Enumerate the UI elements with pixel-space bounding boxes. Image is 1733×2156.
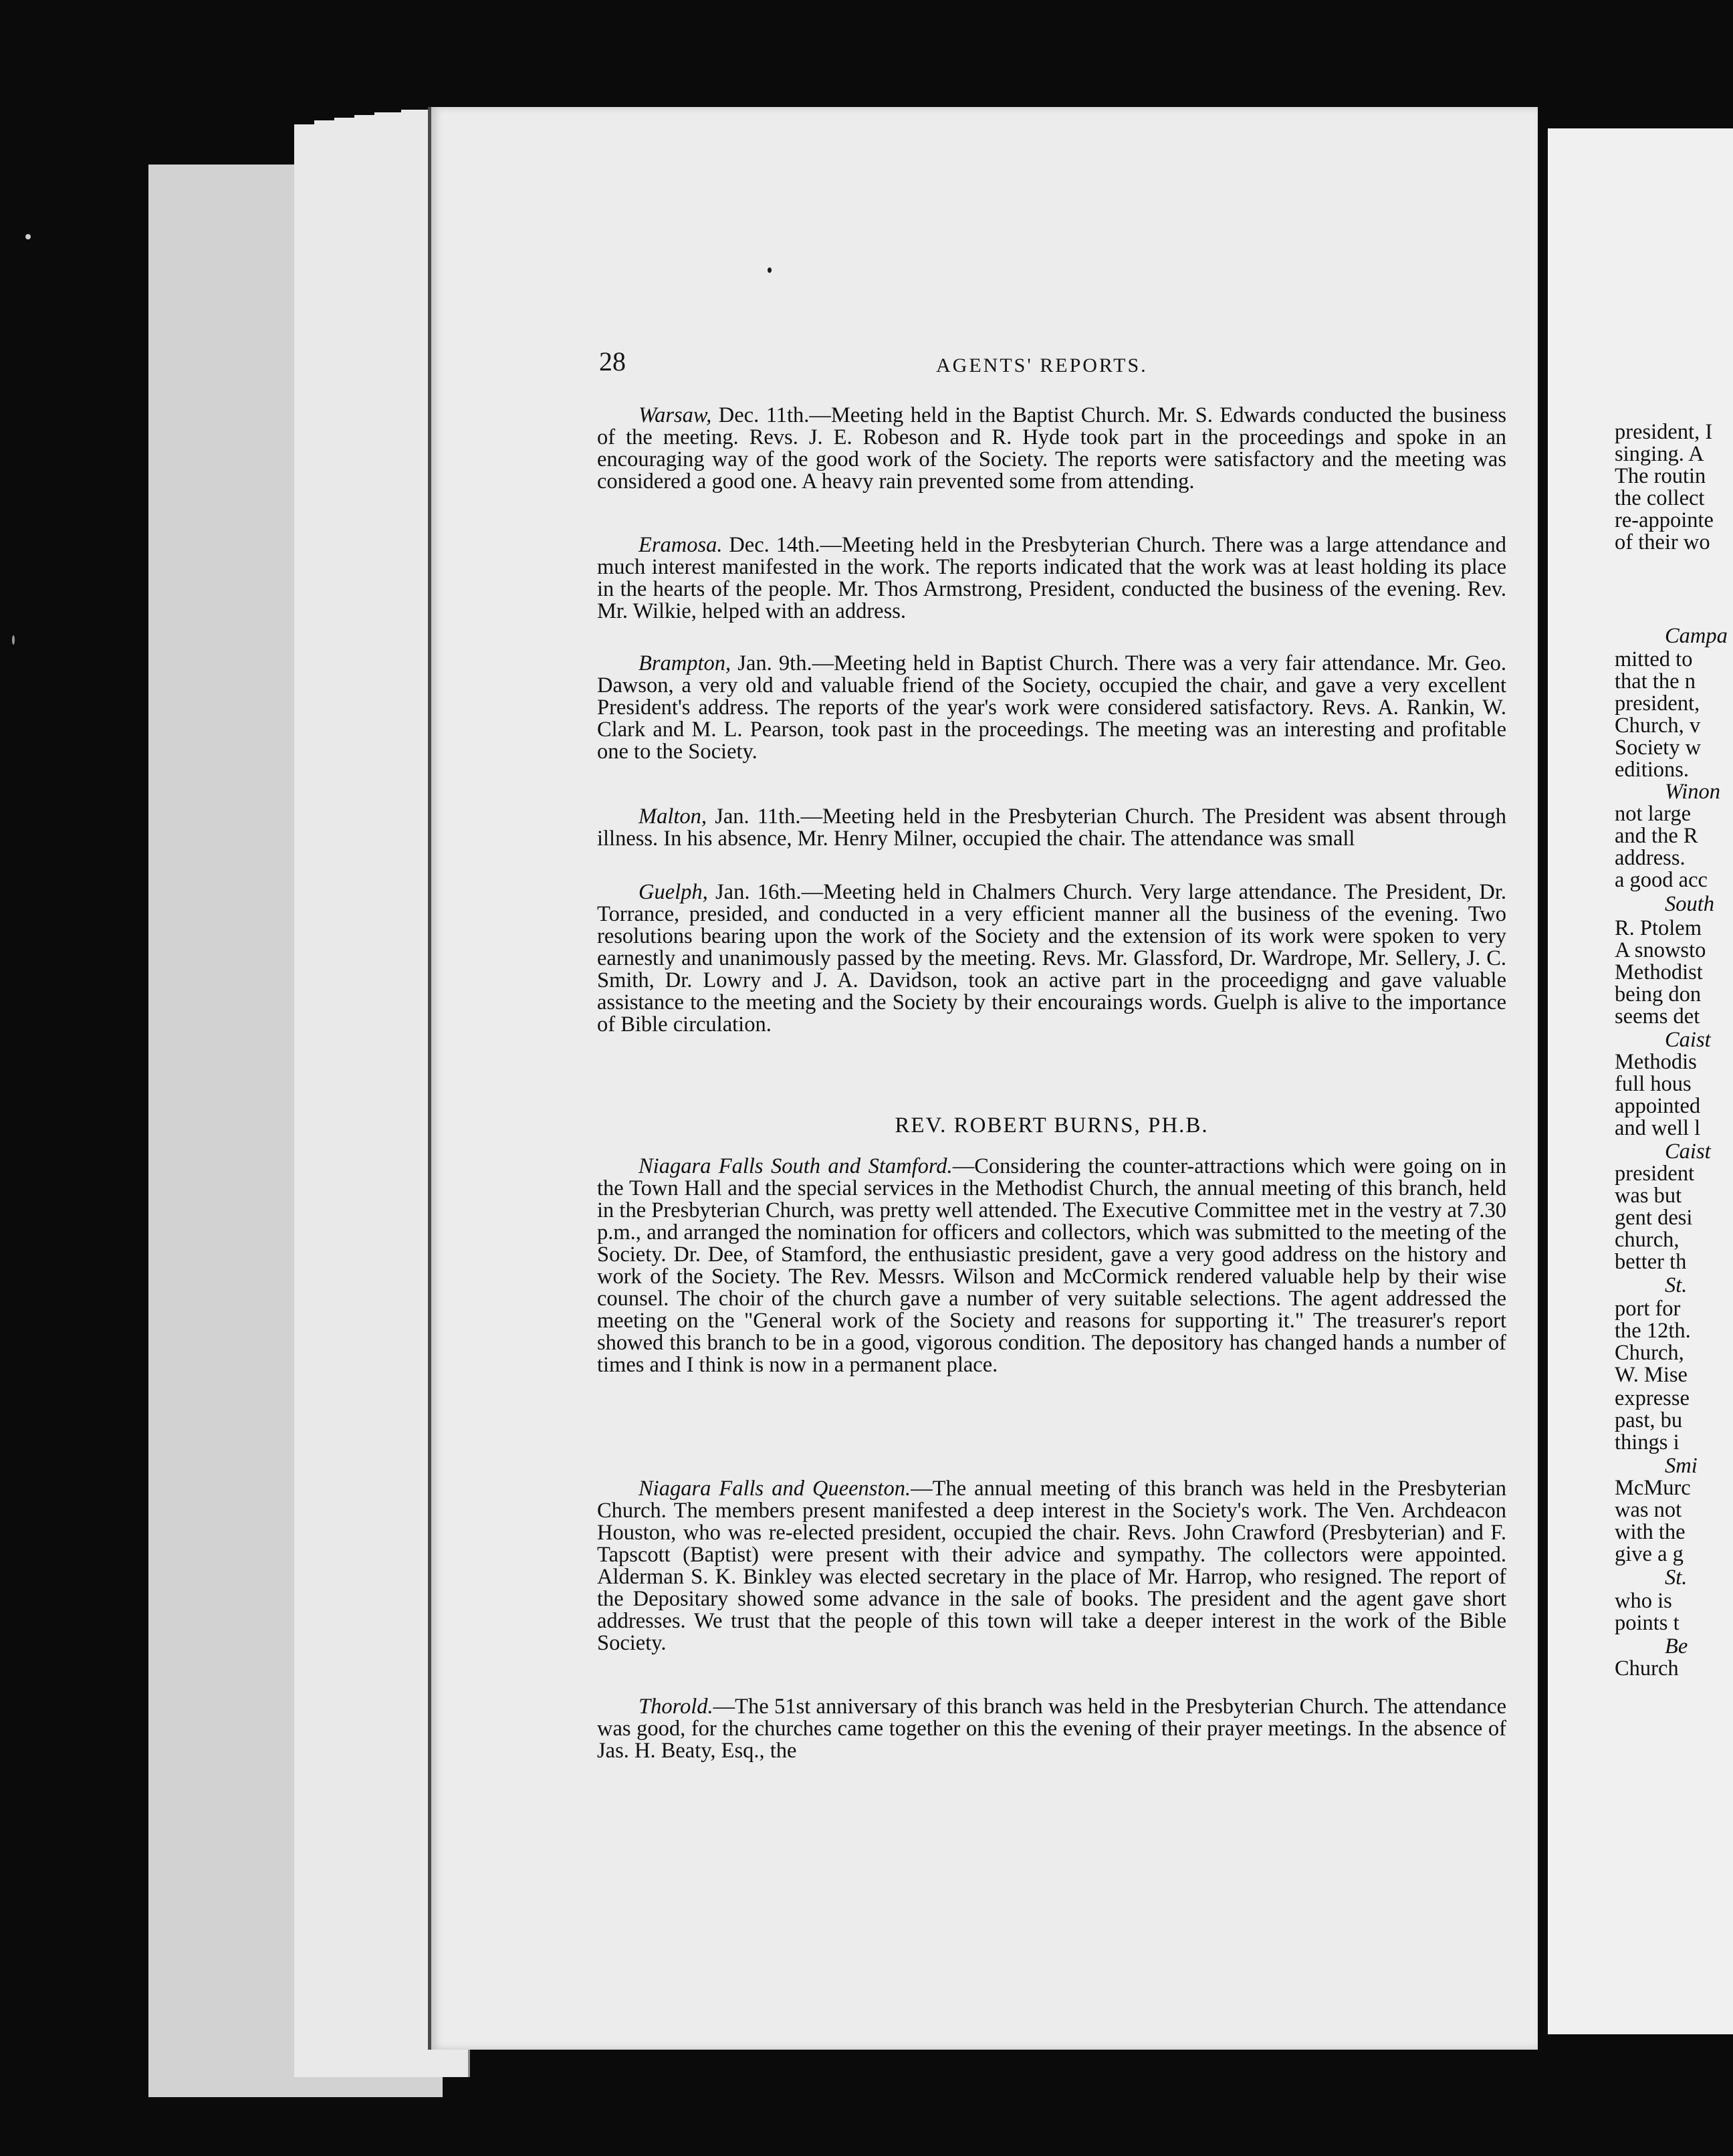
right-page-line: McMurc (1615, 1476, 1691, 1500)
right-page-line: past, bu (1615, 1408, 1683, 1432)
right-page-line: singing. A (1615, 442, 1704, 466)
right-page-line: a good acc (1615, 868, 1708, 892)
right-page-line: Church (1615, 1656, 1679, 1681)
right-page-line: R. Ptolem (1615, 916, 1702, 940)
right-page-line: editions. (1615, 758, 1690, 782)
report-text: —The annual meeting of this branch was held in the Presbyterian Church. The members present manifested a deep interest in the Society's work. The Ven. Archdeacon Houston, who was re-elected president, occupied the chair. Revs. John Crawford (Presbyterian) and F. Tapscott (Baptist) were present with their advice and sympathy. The collectors were appointed. Alderman S. K. Binkley was elected secretary in the place of Mr. Harrop, who resigned. The report of the Depositary showed some advance in the sale of books. The president and the agent gave short addresses. We trust that the people of this town will take a deeper interest in the work of the Bible Society. (597, 1477, 1506, 1655)
right-page-line: and well l (1615, 1116, 1701, 1140)
right-page-line: that the n (1615, 669, 1696, 693)
right-page-line: St. (1665, 1566, 1688, 1590)
right-page-line: gent desi (1615, 1206, 1693, 1230)
report-paragraph (597, 534, 1506, 623)
right-page-line: St. (1665, 1273, 1688, 1297)
place-name: Guelph, (639, 880, 708, 904)
branch-report-paragraph (597, 1478, 1506, 1654)
right-page-line: port for (1615, 1297, 1681, 1321)
report-text: —Considering the counter-attractions which were going on in the Town Hall and the special services in the Methodist Church, the annual meeting of this branch, held in the Presbyterian Church, was pretty well attended. The Executive Committee met in the vestry at 7.30 p.m., and arranged the nomination for officers and collectors, which was submitted to the meeting of the Society. Dr. Dee, of Stamford, the enthusiastic president, gave a very good address on the history and work of the Society. The Rev. Messrs. Wilson and McCormick rendered valuable help by their wise counsel. The choir of the church gave a number of very suitable selections. The agent addressed the meeting on the "General work of the Society and reasons for supporting it." The treasurer's report showed this branch to be in a good, vigorous condition. The depository has changed hands a number of times and I think is now in a permanent place. (597, 1154, 1507, 1377)
place-name: Warsaw, (639, 403, 712, 427)
speck (12, 635, 15, 645)
right-page-line: Church, v (1615, 714, 1701, 738)
right-page-line: re-appointe (1615, 508, 1714, 532)
right-page-line: the collect (1615, 486, 1705, 510)
right-page-line: Caist (1665, 1028, 1711, 1052)
right-page-line: president, I (1615, 420, 1713, 444)
right-page-line: who is (1615, 1589, 1672, 1613)
report-text: Jan. 16th.—Meeting held in Chalmers Church. Very large attendance. The President, Dr. Torrance, presided, and conducted in a very efficient manner all the business of the evening. Two resolutions bearing upon the work of the Society and the extension of its work were spoken to very earnestly and unanimously passed by the meeting. Revs. Mr. Glassford, Dr. Wardrope, Mr. Sellery, J. C. Smith, Dr. Lowry and J. A. Davidson, took an active part in the proceedigng and gave valuable assistance to the meeting and the Society by their encouraings words. Guelph is alive to the importance of Bible circulation. (597, 880, 1506, 1037)
report-paragraph (597, 405, 1506, 493)
right-page-line: was not (1615, 1498, 1682, 1522)
right-page-line: better th (1615, 1250, 1687, 1274)
report-text: Jan. 9th.—Meeting held in Baptist Church. There was a very fair attendance. Mr. Geo. Dawson, a very old and valuable friend of the Society, occupied the chair, and gave a very excellent President's address. The reports of the year's work were considered satisfactory. Revs. A. Rankin, W. Clark and M. L. Pearson, took past in the proceedings. The meeting was an interesting and profitable one to the Society. (597, 651, 1506, 764)
right-page-line: church, (1615, 1228, 1680, 1252)
right-page-line: Winon (1665, 780, 1721, 804)
right-page-line: W. Mise (1615, 1363, 1688, 1387)
right-page-line: full hous (1615, 1072, 1692, 1096)
report-paragraph (597, 806, 1506, 850)
right-page-line: Smi (1665, 1454, 1698, 1478)
right-page-line: seems det (1615, 1004, 1700, 1029)
right-page-line: Methodis (1615, 1050, 1697, 1074)
running-head: AGENTS' REPORTS. (936, 354, 1148, 376)
place-name: Niagara Falls and Queenston. (639, 1477, 911, 1501)
right-page-line: appointed (1615, 1094, 1701, 1118)
right-page-line: being don (1615, 982, 1702, 1006)
right-page-line: give a g (1615, 1542, 1684, 1566)
section-heading: REV. ROBERT BURNS, PH.B. (895, 1113, 1209, 1138)
place-name: Eramosa. (639, 533, 723, 557)
right-page-line: and the R (1615, 824, 1698, 848)
right-page-line: points t (1615, 1611, 1680, 1635)
right-page-line: of their wo (1615, 530, 1710, 554)
report-text: —The 51st anniversary of this branch was held in the Presbyterian Church. The attendance was good, for the churches came together on this the evening of their prayer meetings. In the absence of Jas. H. Beaty, Esq., the (597, 1695, 1506, 1763)
report-paragraph (597, 881, 1506, 1036)
report-paragraph (597, 653, 1506, 763)
right-page-line: was but (1615, 1184, 1682, 1208)
report-text: Dec. 14th.—Meeting held in the Presbyterian Church. There was a large attendance and much interest manifested in the work. The reports indicated that the work was at least holding its place in the hearts of the people. Mr. Thos Armstrong, President, conducted the business of the evening. Rev. Mr. Wilkie, helped with an address. (597, 533, 1506, 623)
right-page-line: Church, (1615, 1341, 1684, 1365)
right-page-line: the 12th. (1615, 1319, 1691, 1343)
right-page-line: with the (1615, 1520, 1686, 1544)
right-page-line: The routin (1615, 464, 1706, 488)
branch-report-paragraph (597, 1696, 1506, 1762)
speck (768, 267, 772, 273)
speck (25, 234, 31, 239)
branch-report-paragraph (597, 1156, 1506, 1376)
right-page-line: Methodist (1615, 960, 1703, 984)
right-page-line: Society w (1615, 736, 1702, 760)
place-name: Niagara Falls South and Stamford. (639, 1154, 953, 1178)
place-name: Brampton, (639, 651, 731, 675)
report-text: Jan. 11th.—Meeting held in the Presbyterian Church. The President was absent through illness. In his absence, Mr. Henry Milner, occupied the chair. The attendance was small (597, 804, 1506, 851)
right-page-line: things i (1615, 1430, 1680, 1454)
right-page-line: expresse (1615, 1386, 1690, 1410)
right-page-line: mitted to (1615, 647, 1693, 671)
right-page-line: Be (1665, 1634, 1688, 1658)
right-page-line: South (1665, 892, 1715, 916)
right-page-line: president, (1615, 691, 1700, 716)
right-page-line: not large (1615, 802, 1692, 826)
place-name: Malton, (639, 804, 707, 829)
page-number: 28 (599, 346, 626, 376)
report-text: Dec. 11th.—Meeting held in the Baptist Church. Mr. S. Edwards conducted the business of the meeting. Revs. J. E. Robeson and R. Hyde took part in the proceedings and spoke in an encouraging way of the good work of the Society. The reports were satisfactory and the meeting was considered a good one. A heavy rain prevented some from attending. (597, 403, 1506, 494)
right-page-line: A snowsto (1615, 938, 1706, 962)
right-page-line: president (1615, 1162, 1695, 1186)
right-page-line: address. (1615, 846, 1686, 870)
right-page-line: Caist (1665, 1140, 1711, 1164)
place-name: Thorold. (639, 1695, 713, 1719)
right-page-line: Campa (1665, 624, 1728, 648)
